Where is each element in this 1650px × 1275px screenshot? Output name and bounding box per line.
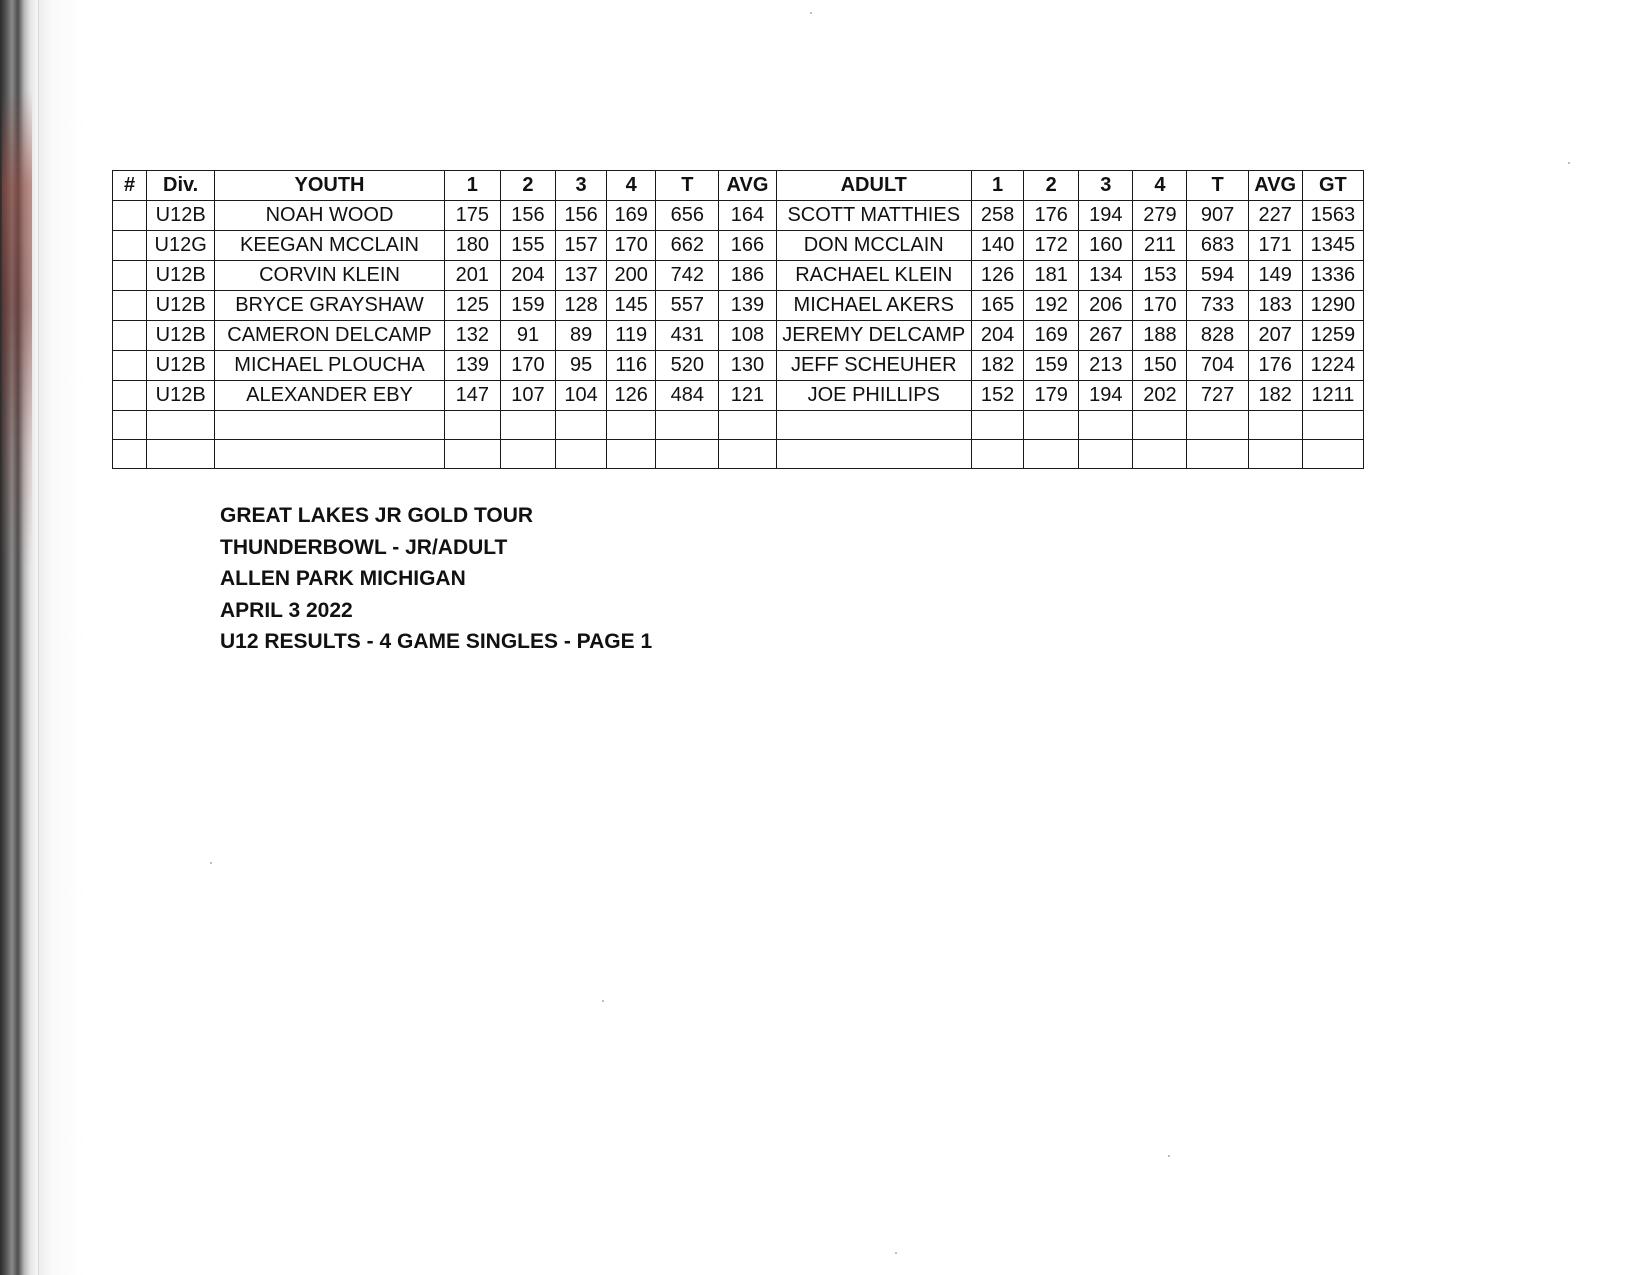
cell-youth-game-1: 147 xyxy=(444,381,500,411)
column-header-adult-game-2: 2 xyxy=(1024,171,1079,201)
cell-adult-game-2: 176 xyxy=(1024,201,1079,231)
empty-cell xyxy=(147,440,215,469)
caption-line: ALLEN PARK MICHIGAN xyxy=(220,567,466,590)
cell-grand-total: 1224 xyxy=(1302,351,1363,381)
cell-youth-total: 431 xyxy=(656,321,719,351)
cell-youth-game-2: 155 xyxy=(500,231,555,261)
cell-adult-game-2: 172 xyxy=(1024,231,1079,261)
cell-div: U12G xyxy=(147,231,215,261)
empty-cell xyxy=(113,440,147,469)
scan-speck xyxy=(895,1252,897,1254)
cell-youth-game-4: 126 xyxy=(607,381,656,411)
cell-youth-total: 520 xyxy=(656,351,719,381)
empty-cell xyxy=(1187,440,1248,469)
empty-cell xyxy=(215,440,445,469)
results-table-header xyxy=(113,171,1364,201)
cell-number xyxy=(113,231,147,261)
empty-cell xyxy=(444,440,500,469)
column-header-grand-total: GT xyxy=(1302,171,1363,201)
empty-cell xyxy=(500,440,555,469)
cell-youth-game-2: 107 xyxy=(500,381,555,411)
cell-adult-avg: 149 xyxy=(1248,261,1302,291)
cell-youth-total: 662 xyxy=(656,231,719,261)
cell-grand-total: 1259 xyxy=(1302,321,1363,351)
caption-line: GREAT LAKES JR GOLD TOUR xyxy=(220,504,534,527)
cell-adult-total: 733 xyxy=(1187,291,1248,321)
cell-adult-game-1: 126 xyxy=(971,261,1023,291)
column-header-adult-total: T xyxy=(1187,171,1248,201)
cell-adult-game-2: 159 xyxy=(1024,351,1079,381)
cell-adult-avg: 183 xyxy=(1248,291,1302,321)
cell-youth: KEEGAN MCCLAIN xyxy=(215,231,445,261)
results-table-body xyxy=(113,201,1364,469)
cell-adult-avg: 182 xyxy=(1248,381,1302,411)
cell-youth-game-2: 156 xyxy=(500,201,555,231)
cell-grand-total: 1345 xyxy=(1302,231,1363,261)
caption-line: U12 RESULTS - 4 GAME SINGLES - PAGE 1 xyxy=(220,630,653,653)
cell-youth-avg: 186 xyxy=(719,261,776,291)
cell-youth-game-1: 132 xyxy=(444,321,500,351)
cell-adult: MICHAEL AKERS xyxy=(776,291,971,321)
cell-adult-game-2: 169 xyxy=(1024,321,1079,351)
empty-cell xyxy=(776,411,971,440)
cell-number xyxy=(113,291,147,321)
cell-youth-game-1: 201 xyxy=(444,261,500,291)
cell-adult-avg: 171 xyxy=(1248,231,1302,261)
scan-speck xyxy=(1568,162,1570,164)
scan-speck xyxy=(810,12,812,14)
empty-cell xyxy=(1133,440,1187,469)
empty-cell xyxy=(971,440,1023,469)
column-header-youth-game-3: 3 xyxy=(556,171,607,201)
table-row xyxy=(113,261,1364,291)
empty-cell xyxy=(656,411,719,440)
empty-cell xyxy=(607,440,656,469)
cell-adult-game-3: 213 xyxy=(1079,351,1133,381)
cell-adult-game-3: 206 xyxy=(1079,291,1133,321)
cell-adult-game-1: 165 xyxy=(971,291,1023,321)
column-header-youth-game-2: 2 xyxy=(500,171,555,201)
cell-youth-game-3: 128 xyxy=(556,291,607,321)
scan-speck xyxy=(210,862,212,864)
cell-youth: BRYCE GRAYSHAW xyxy=(215,291,445,321)
empty-cell xyxy=(1302,440,1363,469)
cell-adult-game-1: 140 xyxy=(971,231,1023,261)
empty-cell xyxy=(215,411,445,440)
cell-youth-game-4: 116 xyxy=(607,351,656,381)
table-row xyxy=(113,351,1364,381)
empty-cell xyxy=(607,411,656,440)
cell-youth-avg: 139 xyxy=(719,291,776,321)
cell-youth-game-2: 170 xyxy=(500,351,555,381)
table-row xyxy=(113,381,1364,411)
table-row xyxy=(113,201,1364,231)
empty-cell xyxy=(971,411,1023,440)
cell-youth: ALEXANDER EBY xyxy=(215,381,445,411)
cell-adult-game-4: 153 xyxy=(1133,261,1187,291)
cell-youth-game-3: 137 xyxy=(556,261,607,291)
column-header-youth-avg: AVG xyxy=(719,171,776,201)
cell-adult: DON MCCLAIN xyxy=(776,231,971,261)
cell-youth: CAMERON DELCAMP xyxy=(215,321,445,351)
cell-youth: NOAH WOOD xyxy=(215,201,445,231)
column-header-youth-total: T xyxy=(656,171,719,201)
cell-youth-total: 742 xyxy=(656,261,719,291)
cell-grand-total: 1336 xyxy=(1302,261,1363,291)
cell-youth-avg: 164 xyxy=(719,201,776,231)
table-row xyxy=(113,291,1364,321)
column-header-youth-game-1: 1 xyxy=(444,171,500,201)
column-header-div: Div. xyxy=(147,171,215,201)
cell-youth-game-4: 169 xyxy=(607,201,656,231)
cell-youth-game-1: 180 xyxy=(444,231,500,261)
empty-table-row xyxy=(113,440,1364,469)
cell-adult-total: 828 xyxy=(1187,321,1248,351)
scan-speck xyxy=(1168,1155,1170,1157)
cell-div: U12B xyxy=(147,261,215,291)
cell-grand-total: 1290 xyxy=(1302,291,1363,321)
cell-adult-game-1: 152 xyxy=(971,381,1023,411)
cell-youth-game-3: 95 xyxy=(556,351,607,381)
scan-speck xyxy=(602,1000,604,1002)
cell-adult-total: 727 xyxy=(1187,381,1248,411)
cell-adult-game-4: 150 xyxy=(1133,351,1187,381)
empty-cell xyxy=(147,411,215,440)
cell-adult-game-4: 202 xyxy=(1133,381,1187,411)
cell-number xyxy=(113,351,147,381)
cell-youth-game-1: 175 xyxy=(444,201,500,231)
table-row xyxy=(113,321,1364,351)
cell-youth: MICHAEL PLOUCHA xyxy=(215,351,445,381)
cell-div: U12B xyxy=(147,381,215,411)
empty-cell xyxy=(556,411,607,440)
header-row xyxy=(113,171,1364,201)
column-header-number: # xyxy=(113,171,147,201)
cell-youth-total: 656 xyxy=(656,201,719,231)
cell-div: U12B xyxy=(147,321,215,351)
cell-grand-total: 1211 xyxy=(1302,381,1363,411)
cell-adult-game-2: 181 xyxy=(1024,261,1079,291)
cell-adult-total: 907 xyxy=(1187,201,1248,231)
cell-youth-game-1: 139 xyxy=(444,351,500,381)
cell-div: U12B xyxy=(147,351,215,381)
empty-cell xyxy=(1024,411,1079,440)
empty-cell xyxy=(719,440,776,469)
cell-adult-total: 683 xyxy=(1187,231,1248,261)
cell-div: U12B xyxy=(147,201,215,231)
table-row xyxy=(113,231,1364,261)
column-header-adult-game-1: 1 xyxy=(971,171,1023,201)
cell-adult-game-4: 279 xyxy=(1133,201,1187,231)
empty-cell xyxy=(1133,411,1187,440)
cell-adult-avg: 176 xyxy=(1248,351,1302,381)
cell-youth-game-4: 200 xyxy=(607,261,656,291)
cell-youth-game-2: 91 xyxy=(500,321,555,351)
empty-cell xyxy=(113,411,147,440)
cell-youth-game-1: 125 xyxy=(444,291,500,321)
cell-adult-game-3: 194 xyxy=(1079,201,1133,231)
empty-cell xyxy=(776,440,971,469)
cell-adult: JEFF SCHEUHER xyxy=(776,351,971,381)
cell-adult-game-2: 179 xyxy=(1024,381,1079,411)
event-caption xyxy=(220,500,652,658)
cell-youth-game-3: 156 xyxy=(556,201,607,231)
empty-cell xyxy=(500,411,555,440)
empty-table-row xyxy=(113,411,1364,440)
empty-cell xyxy=(1248,411,1302,440)
caption-line: APRIL 3 2022 xyxy=(220,598,353,622)
cell-number xyxy=(113,381,147,411)
cell-adult-game-3: 134 xyxy=(1079,261,1133,291)
empty-cell xyxy=(1079,411,1133,440)
cell-youth-game-2: 204 xyxy=(500,261,555,291)
scan-binding-tint xyxy=(2,90,32,570)
cell-youth-avg: 130 xyxy=(719,351,776,381)
column-header-adult-game-3: 3 xyxy=(1079,171,1133,201)
cell-youth-game-2: 159 xyxy=(500,291,555,321)
cell-adult-game-1: 182 xyxy=(971,351,1023,381)
cell-adult-game-3: 267 xyxy=(1079,321,1133,351)
cell-adult: RACHAEL KLEIN xyxy=(776,261,971,291)
empty-cell xyxy=(444,411,500,440)
cell-div: U12B xyxy=(147,291,215,321)
empty-cell xyxy=(719,411,776,440)
cell-adult-game-2: 192 xyxy=(1024,291,1079,321)
cell-youth-game-4: 170 xyxy=(607,231,656,261)
empty-cell xyxy=(1079,440,1133,469)
column-header-youth: YOUTH xyxy=(215,171,445,201)
cell-adult-game-3: 160 xyxy=(1079,231,1133,261)
cell-youth-game-4: 119 xyxy=(607,321,656,351)
cell-adult: JEREMY DELCAMP xyxy=(776,321,971,351)
cell-adult-avg: 227 xyxy=(1248,201,1302,231)
cell-number xyxy=(113,261,147,291)
cell-adult-game-3: 194 xyxy=(1079,381,1133,411)
cell-youth-total: 484 xyxy=(656,381,719,411)
cell-youth-game-3: 89 xyxy=(556,321,607,351)
cell-adult-total: 704 xyxy=(1187,351,1248,381)
cell-youth-total: 557 xyxy=(656,291,719,321)
caption-line: THUNDERBOWL - JR/ADULT xyxy=(220,535,508,559)
column-header-adult: ADULT xyxy=(776,171,971,201)
cell-youth-avg: 108 xyxy=(719,321,776,351)
cell-adult-game-1: 204 xyxy=(971,321,1023,351)
empty-cell xyxy=(556,440,607,469)
cell-adult-game-4: 211 xyxy=(1133,231,1187,261)
column-header-youth-game-4: 4 xyxy=(607,171,656,201)
empty-cell xyxy=(1024,440,1079,469)
cell-youth-avg: 166 xyxy=(719,231,776,261)
cell-adult: SCOTT MATTHIES xyxy=(776,201,971,231)
cell-youth-avg: 121 xyxy=(719,381,776,411)
cell-youth-game-3: 104 xyxy=(556,381,607,411)
cell-grand-total: 1563 xyxy=(1302,201,1363,231)
empty-cell xyxy=(656,440,719,469)
cell-adult-total: 594 xyxy=(1187,261,1248,291)
cell-adult: JOE PHILLIPS xyxy=(776,381,971,411)
cell-youth-game-4: 145 xyxy=(607,291,656,321)
cell-youth: CORVIN KLEIN xyxy=(215,261,445,291)
scan-page-shadow xyxy=(38,0,85,1275)
empty-cell xyxy=(1302,411,1363,440)
cell-number xyxy=(113,201,147,231)
cell-adult-game-4: 170 xyxy=(1133,291,1187,321)
empty-cell xyxy=(1248,440,1302,469)
cell-youth-game-3: 157 xyxy=(556,231,607,261)
column-header-adult-avg: AVG xyxy=(1248,171,1302,201)
cell-number xyxy=(113,321,147,351)
cell-adult-game-1: 258 xyxy=(971,201,1023,231)
results-table xyxy=(112,170,1364,469)
cell-adult-avg: 207 xyxy=(1248,321,1302,351)
cell-adult-game-4: 188 xyxy=(1133,321,1187,351)
empty-cell xyxy=(1187,411,1248,440)
column-header-adult-game-4: 4 xyxy=(1133,171,1187,201)
